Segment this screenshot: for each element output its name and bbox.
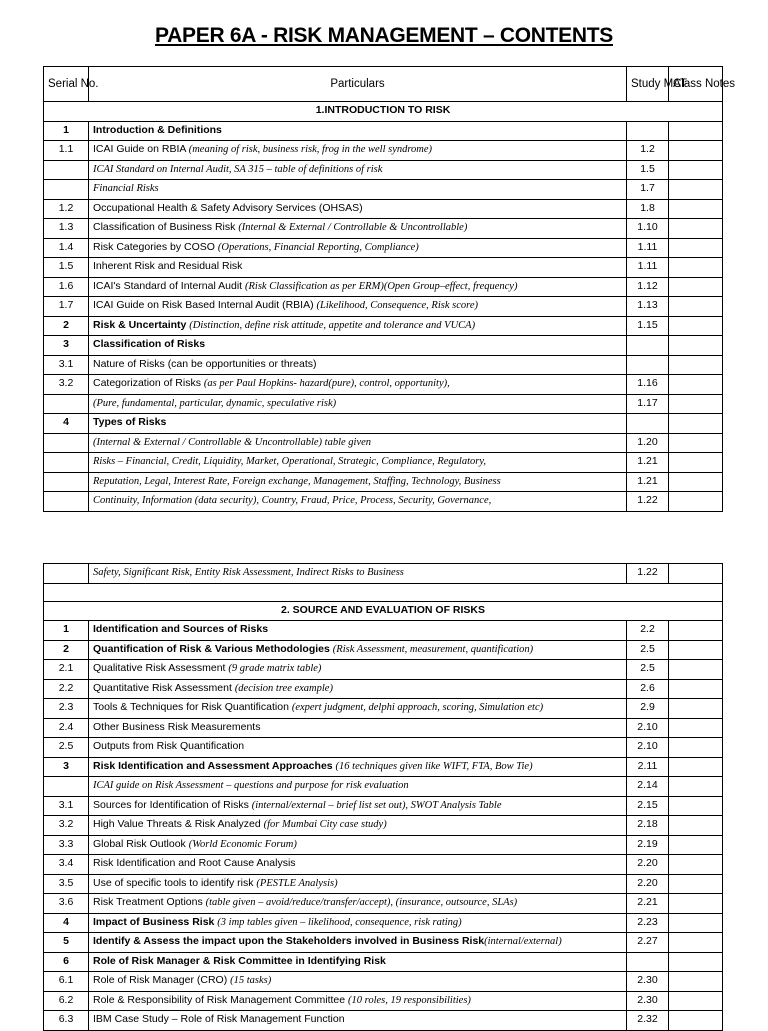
table-row xyxy=(44,777,723,797)
table-row xyxy=(44,238,723,258)
particulars-main: Outputs from Risk Quantification xyxy=(93,740,245,753)
particulars-detail: (meaning of risk, business risk, frog in the well syndrome) xyxy=(188,144,433,156)
serial-no: 4 xyxy=(44,414,89,434)
particulars-cell xyxy=(89,640,627,660)
table-row xyxy=(44,660,723,680)
particulars-cell xyxy=(89,394,627,414)
table-row xyxy=(44,297,723,317)
class-notes-cell xyxy=(669,699,723,719)
particulars-cell xyxy=(89,199,627,219)
study-mat-page: 1.13 xyxy=(627,297,669,317)
study-mat-page: 2.21 xyxy=(627,894,669,914)
particulars-detail: Safety, Significant Risk, Entity Risk Assessment, Indirect Risks to Business xyxy=(93,567,404,579)
serial-no xyxy=(44,394,89,414)
class-notes-cell xyxy=(669,453,723,473)
class-notes-cell xyxy=(669,258,723,278)
particulars-detail: (decision tree example) xyxy=(234,682,333,694)
particulars-cell xyxy=(89,160,627,180)
class-notes-cell xyxy=(669,1011,723,1031)
table-row xyxy=(44,433,723,453)
particulars-main: ICAI's Standard of Internal Audit xyxy=(93,279,246,292)
serial-no xyxy=(44,564,89,584)
serial-no: 1.7 xyxy=(44,297,89,317)
particulars-detail: (9 grade matrix table) xyxy=(228,663,322,675)
table-row xyxy=(44,414,723,434)
class-notes-cell xyxy=(669,121,723,141)
serial-no: 3.1 xyxy=(44,355,89,375)
particulars-main: Use of specific tools to identify risk xyxy=(93,876,257,889)
particulars-cell xyxy=(89,121,627,141)
serial-no: 3 xyxy=(44,757,89,777)
table-row xyxy=(44,258,723,278)
particulars-main: Inherent Risk and Residual Risk xyxy=(93,260,243,273)
class-notes-cell xyxy=(669,757,723,777)
table-row xyxy=(44,738,723,758)
study-mat-page: 1.8 xyxy=(627,199,669,219)
serial-no xyxy=(44,160,89,180)
table-row xyxy=(44,564,723,584)
table-row xyxy=(44,492,723,512)
serial-no: 2 xyxy=(44,640,89,660)
particulars-detail: (15 tasks) xyxy=(230,975,272,987)
particulars-detail: (Internal & External / Controllable & Uncontrollable) xyxy=(238,222,468,234)
particulars-cell xyxy=(89,660,627,680)
table-row xyxy=(44,855,723,875)
particulars-detail: ICAI guide on Risk Assessment – questions and purpose for risk evaluation xyxy=(93,780,409,792)
particulars-main: Role of Risk Manager (CRO) xyxy=(93,974,231,987)
particulars-main: IBM Case Study – Role of Risk Management Function xyxy=(93,1013,345,1026)
serial-no: 5 xyxy=(44,933,89,953)
particulars-main: Occupational Health & Safety Advisory Services (OHSAS) xyxy=(93,201,363,214)
study-mat-page xyxy=(627,414,669,434)
class-notes-cell xyxy=(669,316,723,336)
serial-no: 2.2 xyxy=(44,679,89,699)
particulars-detail: (World Economic Forum) xyxy=(188,838,297,850)
table-row xyxy=(44,141,723,161)
study-mat-page: 1.12 xyxy=(627,277,669,297)
particulars-cell xyxy=(89,796,627,816)
class-notes-cell xyxy=(669,952,723,972)
particulars-detail: (expert judgment, delphi approach, scoring, Simulation etc) xyxy=(291,702,544,714)
table-row xyxy=(44,894,723,914)
study-mat-page: 1.11 xyxy=(627,238,669,258)
particulars-main: Quantification of Risk & Various Methodologies xyxy=(93,642,333,655)
class-notes-cell xyxy=(669,394,723,414)
class-notes-cell xyxy=(669,835,723,855)
particulars-detail: (Likelihood, Consequence, Risk score) xyxy=(316,300,478,312)
study-mat-page: 1.21 xyxy=(627,472,669,492)
particulars-cell xyxy=(89,219,627,239)
serial-no xyxy=(44,472,89,492)
study-mat-page: 2.20 xyxy=(627,855,669,875)
table-row xyxy=(44,699,723,719)
serial-no: 2 xyxy=(44,316,89,336)
particulars-detail: (3 imp tables given – likelihood, consequence, risk rating) xyxy=(217,916,462,928)
particulars-main: Role of Risk Manager & Risk Committee in Identifying Risk xyxy=(93,954,386,967)
study-mat-page: 2.23 xyxy=(627,913,669,933)
particulars-cell xyxy=(89,238,627,258)
table-row xyxy=(44,453,723,473)
particulars-cell xyxy=(89,433,627,453)
serial-no: 3.5 xyxy=(44,874,89,894)
particulars-cell xyxy=(89,453,627,473)
study-mat-page: 2.27 xyxy=(627,933,669,953)
particulars-cell xyxy=(89,564,627,584)
class-notes-cell xyxy=(669,933,723,953)
particulars-cell xyxy=(89,277,627,297)
particulars-main: Classification of Business Risk xyxy=(93,221,239,234)
particulars-detail: (Risk Assessment, measurement, quantification) xyxy=(332,643,534,655)
particulars-main: High Value Threats & Risk Analyzed xyxy=(93,818,264,831)
particulars-cell xyxy=(89,258,627,278)
particulars-detail: Continuity, Information (data security), Country, Fraud, Price, Process, Security, Governance, xyxy=(93,495,492,507)
serial-no xyxy=(44,453,89,473)
header-class-notes: Class Notes xyxy=(669,67,723,102)
particulars-main: Tools & Techniques for Risk Quantification xyxy=(93,701,292,714)
study-mat-page: 1.16 xyxy=(627,375,669,395)
particulars-detail: ICAI Standard on Internal Audit, SA 315 – table of definitions of risk xyxy=(93,163,383,175)
table-row xyxy=(44,913,723,933)
section-title: 1.INTRODUCTION TO RISK xyxy=(44,102,723,122)
study-mat-page: 1.2 xyxy=(627,141,669,161)
serial-no: 6 xyxy=(44,952,89,972)
particulars-main: Other Business Risk Measurements xyxy=(93,720,261,733)
class-notes-cell xyxy=(669,433,723,453)
section-title: 2. SOURCE AND EVALUATION OF RISKS xyxy=(44,601,723,621)
serial-no: 2.3 xyxy=(44,699,89,719)
particulars-cell xyxy=(89,874,627,894)
table-row xyxy=(44,355,723,375)
particulars-cell xyxy=(89,355,627,375)
table-row xyxy=(44,933,723,953)
table-header-row xyxy=(44,67,723,102)
class-notes-cell xyxy=(669,640,723,660)
study-mat-page: 2.14 xyxy=(627,777,669,797)
class-notes-cell xyxy=(669,894,723,914)
serial-no: 6.2 xyxy=(44,991,89,1011)
particulars-cell xyxy=(89,141,627,161)
serial-no: 6.1 xyxy=(44,972,89,992)
table-row xyxy=(44,394,723,414)
table-row xyxy=(44,757,723,777)
study-mat-page: 2.30 xyxy=(627,972,669,992)
class-notes-cell xyxy=(669,660,723,680)
particulars-detail: (Pure, fundamental, particular, dynamic, speculative risk) xyxy=(93,397,337,409)
particulars-detail: (10 roles, 19 responsibilities) xyxy=(348,994,471,1006)
class-notes-cell xyxy=(669,277,723,297)
class-notes-cell xyxy=(669,564,723,584)
class-notes-cell xyxy=(669,855,723,875)
particulars-main: ICAI Guide on Risk Based Internal Audit (RBIA) xyxy=(93,299,317,312)
particulars-detail: (PESTLE Analysis) xyxy=(256,877,338,889)
study-mat-page: 2.20 xyxy=(627,874,669,894)
serial-no: 4 xyxy=(44,913,89,933)
study-mat-page xyxy=(627,121,669,141)
table-row xyxy=(44,180,723,200)
particulars-main: Identification and Sources of Risks xyxy=(93,623,269,636)
class-notes-cell xyxy=(669,913,723,933)
serial-no: 2.1 xyxy=(44,660,89,680)
study-mat-page: 2.18 xyxy=(627,816,669,836)
serial-no xyxy=(44,433,89,453)
study-mat-page: 2.9 xyxy=(627,699,669,719)
serial-no: 1.6 xyxy=(44,277,89,297)
particulars-main: Risk Treatment Options xyxy=(93,896,206,909)
blank-row xyxy=(44,583,723,601)
study-mat-page: 2.6 xyxy=(627,679,669,699)
particulars-cell xyxy=(89,972,627,992)
class-notes-cell xyxy=(669,621,723,641)
particulars-main: Categorization of Risks xyxy=(93,377,204,390)
contents-table-part-2 xyxy=(43,563,723,1031)
study-mat-page: 2.5 xyxy=(627,660,669,680)
table-row xyxy=(44,121,723,141)
class-notes-cell xyxy=(669,375,723,395)
serial-no: 1.5 xyxy=(44,258,89,278)
serial-no xyxy=(44,777,89,797)
contents-table-part-1 xyxy=(43,66,735,512)
class-notes-cell xyxy=(669,180,723,200)
class-notes-cell xyxy=(669,738,723,758)
particulars-cell xyxy=(89,414,627,434)
class-notes-cell xyxy=(669,355,723,375)
serial-no: 2.4 xyxy=(44,718,89,738)
particulars-main: Risk & Uncertainty xyxy=(93,318,190,331)
serial-no: 1 xyxy=(44,621,89,641)
particulars-main: ICAI Guide on RBIA xyxy=(93,143,189,156)
class-notes-cell xyxy=(669,199,723,219)
study-mat-page: 1.15 xyxy=(627,316,669,336)
particulars-detail: (table given – avoid/reduce/transfer/accept), (insurance, outsource, SLAs) xyxy=(205,897,518,909)
study-mat-page: 2.11 xyxy=(627,757,669,777)
study-mat-page: 2.2 xyxy=(627,621,669,641)
study-mat-page: 2.5 xyxy=(627,640,669,660)
class-notes-cell xyxy=(669,718,723,738)
particulars-cell xyxy=(89,180,627,200)
particulars-detail: (for Mumbai City case study) xyxy=(263,819,387,831)
study-mat-page: 1.11 xyxy=(627,258,669,278)
class-notes-cell xyxy=(669,492,723,512)
table-row xyxy=(44,816,723,836)
blank-cell xyxy=(44,583,723,601)
study-mat-page: 1.21 xyxy=(627,453,669,473)
table-row xyxy=(44,718,723,738)
particulars-cell xyxy=(89,991,627,1011)
table-row xyxy=(44,316,723,336)
serial-no: 3 xyxy=(44,336,89,356)
table-row xyxy=(44,679,723,699)
study-mat-page: 2.15 xyxy=(627,796,669,816)
particulars-cell xyxy=(89,1011,627,1031)
particulars-cell xyxy=(89,757,627,777)
serial-no: 3.4 xyxy=(44,855,89,875)
table-row xyxy=(44,640,723,660)
serial-no: 2.5 xyxy=(44,738,89,758)
page-title: PAPER 6A - RISK MANAGEMENT – CONTENTS xyxy=(155,24,613,47)
particulars-cell xyxy=(89,679,627,699)
particulars-main: Risk Identification and Root Cause Analysis xyxy=(93,857,296,870)
study-mat-page: 1.20 xyxy=(627,433,669,453)
particulars-detail: (internal/external) xyxy=(484,936,562,948)
table-row xyxy=(44,874,723,894)
serial-no: 3.1 xyxy=(44,796,89,816)
particulars-detail: Reputation, Legal, Interest Rate, Foreign exchange, Management, Staffing, Technology, Business xyxy=(93,475,501,487)
serial-no xyxy=(44,492,89,512)
particulars-main: Qualitative Risk Assessment xyxy=(93,662,229,675)
particulars-detail: (Operations, Financial Reporting, Compliance) xyxy=(217,241,419,253)
particulars-cell xyxy=(89,894,627,914)
particulars-main: Impact of Business Risk xyxy=(93,915,218,928)
table-row xyxy=(44,1011,723,1031)
particulars-main: Introduction & Definitions xyxy=(93,123,222,136)
serial-no: 1.1 xyxy=(44,141,89,161)
header-particulars: Particulars xyxy=(89,67,627,102)
class-notes-cell xyxy=(669,141,723,161)
particulars-main: Sources for Identification of Risks xyxy=(93,798,252,811)
study-mat-page: 2.32 xyxy=(627,1011,669,1031)
particulars-cell xyxy=(89,621,627,641)
particulars-detail: Risks – Financial, Credit, Liquidity, Market, Operational, Strategic, Compliance, Regulatory, xyxy=(93,456,487,468)
particulars-cell xyxy=(89,952,627,972)
serial-no: 1.3 xyxy=(44,219,89,239)
class-notes-cell xyxy=(669,816,723,836)
table-row xyxy=(44,160,723,180)
particulars-cell xyxy=(89,933,627,953)
class-notes-cell xyxy=(669,336,723,356)
particulars-cell xyxy=(89,316,627,336)
particulars-cell xyxy=(89,738,627,758)
table-row xyxy=(44,952,723,972)
study-mat-page xyxy=(627,336,669,356)
serial-no: 3.2 xyxy=(44,375,89,395)
class-notes-cell xyxy=(669,777,723,797)
table-row xyxy=(44,621,723,641)
table-row xyxy=(44,199,723,219)
study-mat-page xyxy=(627,952,669,972)
particulars-main: Global Risk Outlook xyxy=(93,837,189,850)
particulars-cell xyxy=(89,816,627,836)
particulars-cell xyxy=(89,336,627,356)
particulars-main: Identify & Assess the impact upon the Stakeholders involved in Business Risk xyxy=(93,935,485,948)
particulars-detail: (Distinction, define risk attitude, appetite and tolerance and VUCA) xyxy=(189,319,476,331)
class-notes-cell xyxy=(669,874,723,894)
serial-no: 1.2 xyxy=(44,199,89,219)
serial-no: 1.4 xyxy=(44,238,89,258)
table-row xyxy=(44,375,723,395)
particulars-main: Risk Identification and Assessment Approaches xyxy=(93,759,336,772)
particulars-detail: (internal/external – brief list set out), SWOT Analysis Table xyxy=(251,799,502,811)
particulars-main: Role & Responsibility of Risk Management Committee xyxy=(93,993,349,1006)
study-mat-page: 2.30 xyxy=(627,991,669,1011)
particulars-detail: (16 techniques given like WIFT, FTA, Bow Tie) xyxy=(335,760,533,772)
class-notes-cell xyxy=(669,414,723,434)
particulars-cell xyxy=(89,777,627,797)
class-notes-cell xyxy=(669,796,723,816)
section-header-row xyxy=(44,102,723,122)
study-mat-page: 1.10 xyxy=(627,219,669,239)
particulars-cell xyxy=(89,718,627,738)
particulars-cell xyxy=(89,913,627,933)
particulars-main: Types of Risks xyxy=(93,416,167,429)
study-mat-page: 1.22 xyxy=(627,564,669,584)
serial-no: 3.6 xyxy=(44,894,89,914)
table-row xyxy=(44,472,723,492)
particulars-detail: (as per Paul Hopkins- hazard(pure), control, opportunity), xyxy=(203,378,450,390)
serial-no: 3.3 xyxy=(44,835,89,855)
class-notes-cell xyxy=(669,238,723,258)
table-row xyxy=(44,796,723,816)
class-notes-cell xyxy=(669,991,723,1011)
particulars-main: Risk Categories by COSO xyxy=(93,240,218,253)
particulars-cell xyxy=(89,492,627,512)
particulars-main: Quantitative Risk Assessment xyxy=(93,681,235,694)
particulars-detail: (Internal & External / Controllable & Uncontrollable) table given xyxy=(93,436,372,448)
table-row xyxy=(44,219,723,239)
particulars-detail: (Risk Classification as per ERM)(Open Group–effect, frequency) xyxy=(245,280,518,292)
study-mat-page: 2.19 xyxy=(627,835,669,855)
study-mat-page: 1.5 xyxy=(627,160,669,180)
table-row xyxy=(44,277,723,297)
study-mat-page: 2.10 xyxy=(627,718,669,738)
section-header-row xyxy=(44,601,723,621)
particulars-detail: Financial Risks xyxy=(93,183,159,195)
class-notes-cell xyxy=(669,160,723,180)
particulars-cell xyxy=(89,297,627,317)
serial-no: 3.2 xyxy=(44,816,89,836)
particulars-cell xyxy=(89,375,627,395)
class-notes-cell xyxy=(669,679,723,699)
serial-no xyxy=(44,180,89,200)
class-notes-cell xyxy=(669,297,723,317)
class-notes-cell xyxy=(669,219,723,239)
study-mat-page: 2.10 xyxy=(627,738,669,758)
particulars-main: Nature of Risks (can be opportunities or threats) xyxy=(93,357,317,370)
table-row xyxy=(44,972,723,992)
study-mat-page: 1.22 xyxy=(627,492,669,512)
particulars-cell xyxy=(89,855,627,875)
class-notes-cell xyxy=(669,972,723,992)
particulars-main: Classification of Risks xyxy=(93,338,206,351)
particulars-cell xyxy=(89,472,627,492)
table-row xyxy=(44,991,723,1011)
header-serial: Serial No. xyxy=(44,67,89,102)
serial-no: 6.3 xyxy=(44,1011,89,1031)
particulars-cell xyxy=(89,699,627,719)
table-row xyxy=(44,835,723,855)
study-mat-page xyxy=(627,355,669,375)
study-mat-page: 1.17 xyxy=(627,394,669,414)
table-row xyxy=(44,336,723,356)
serial-no: 1 xyxy=(44,121,89,141)
class-notes-cell xyxy=(669,472,723,492)
header-study-mat: Study MAT xyxy=(627,67,669,102)
particulars-cell xyxy=(89,835,627,855)
study-mat-page: 1.7 xyxy=(627,180,669,200)
